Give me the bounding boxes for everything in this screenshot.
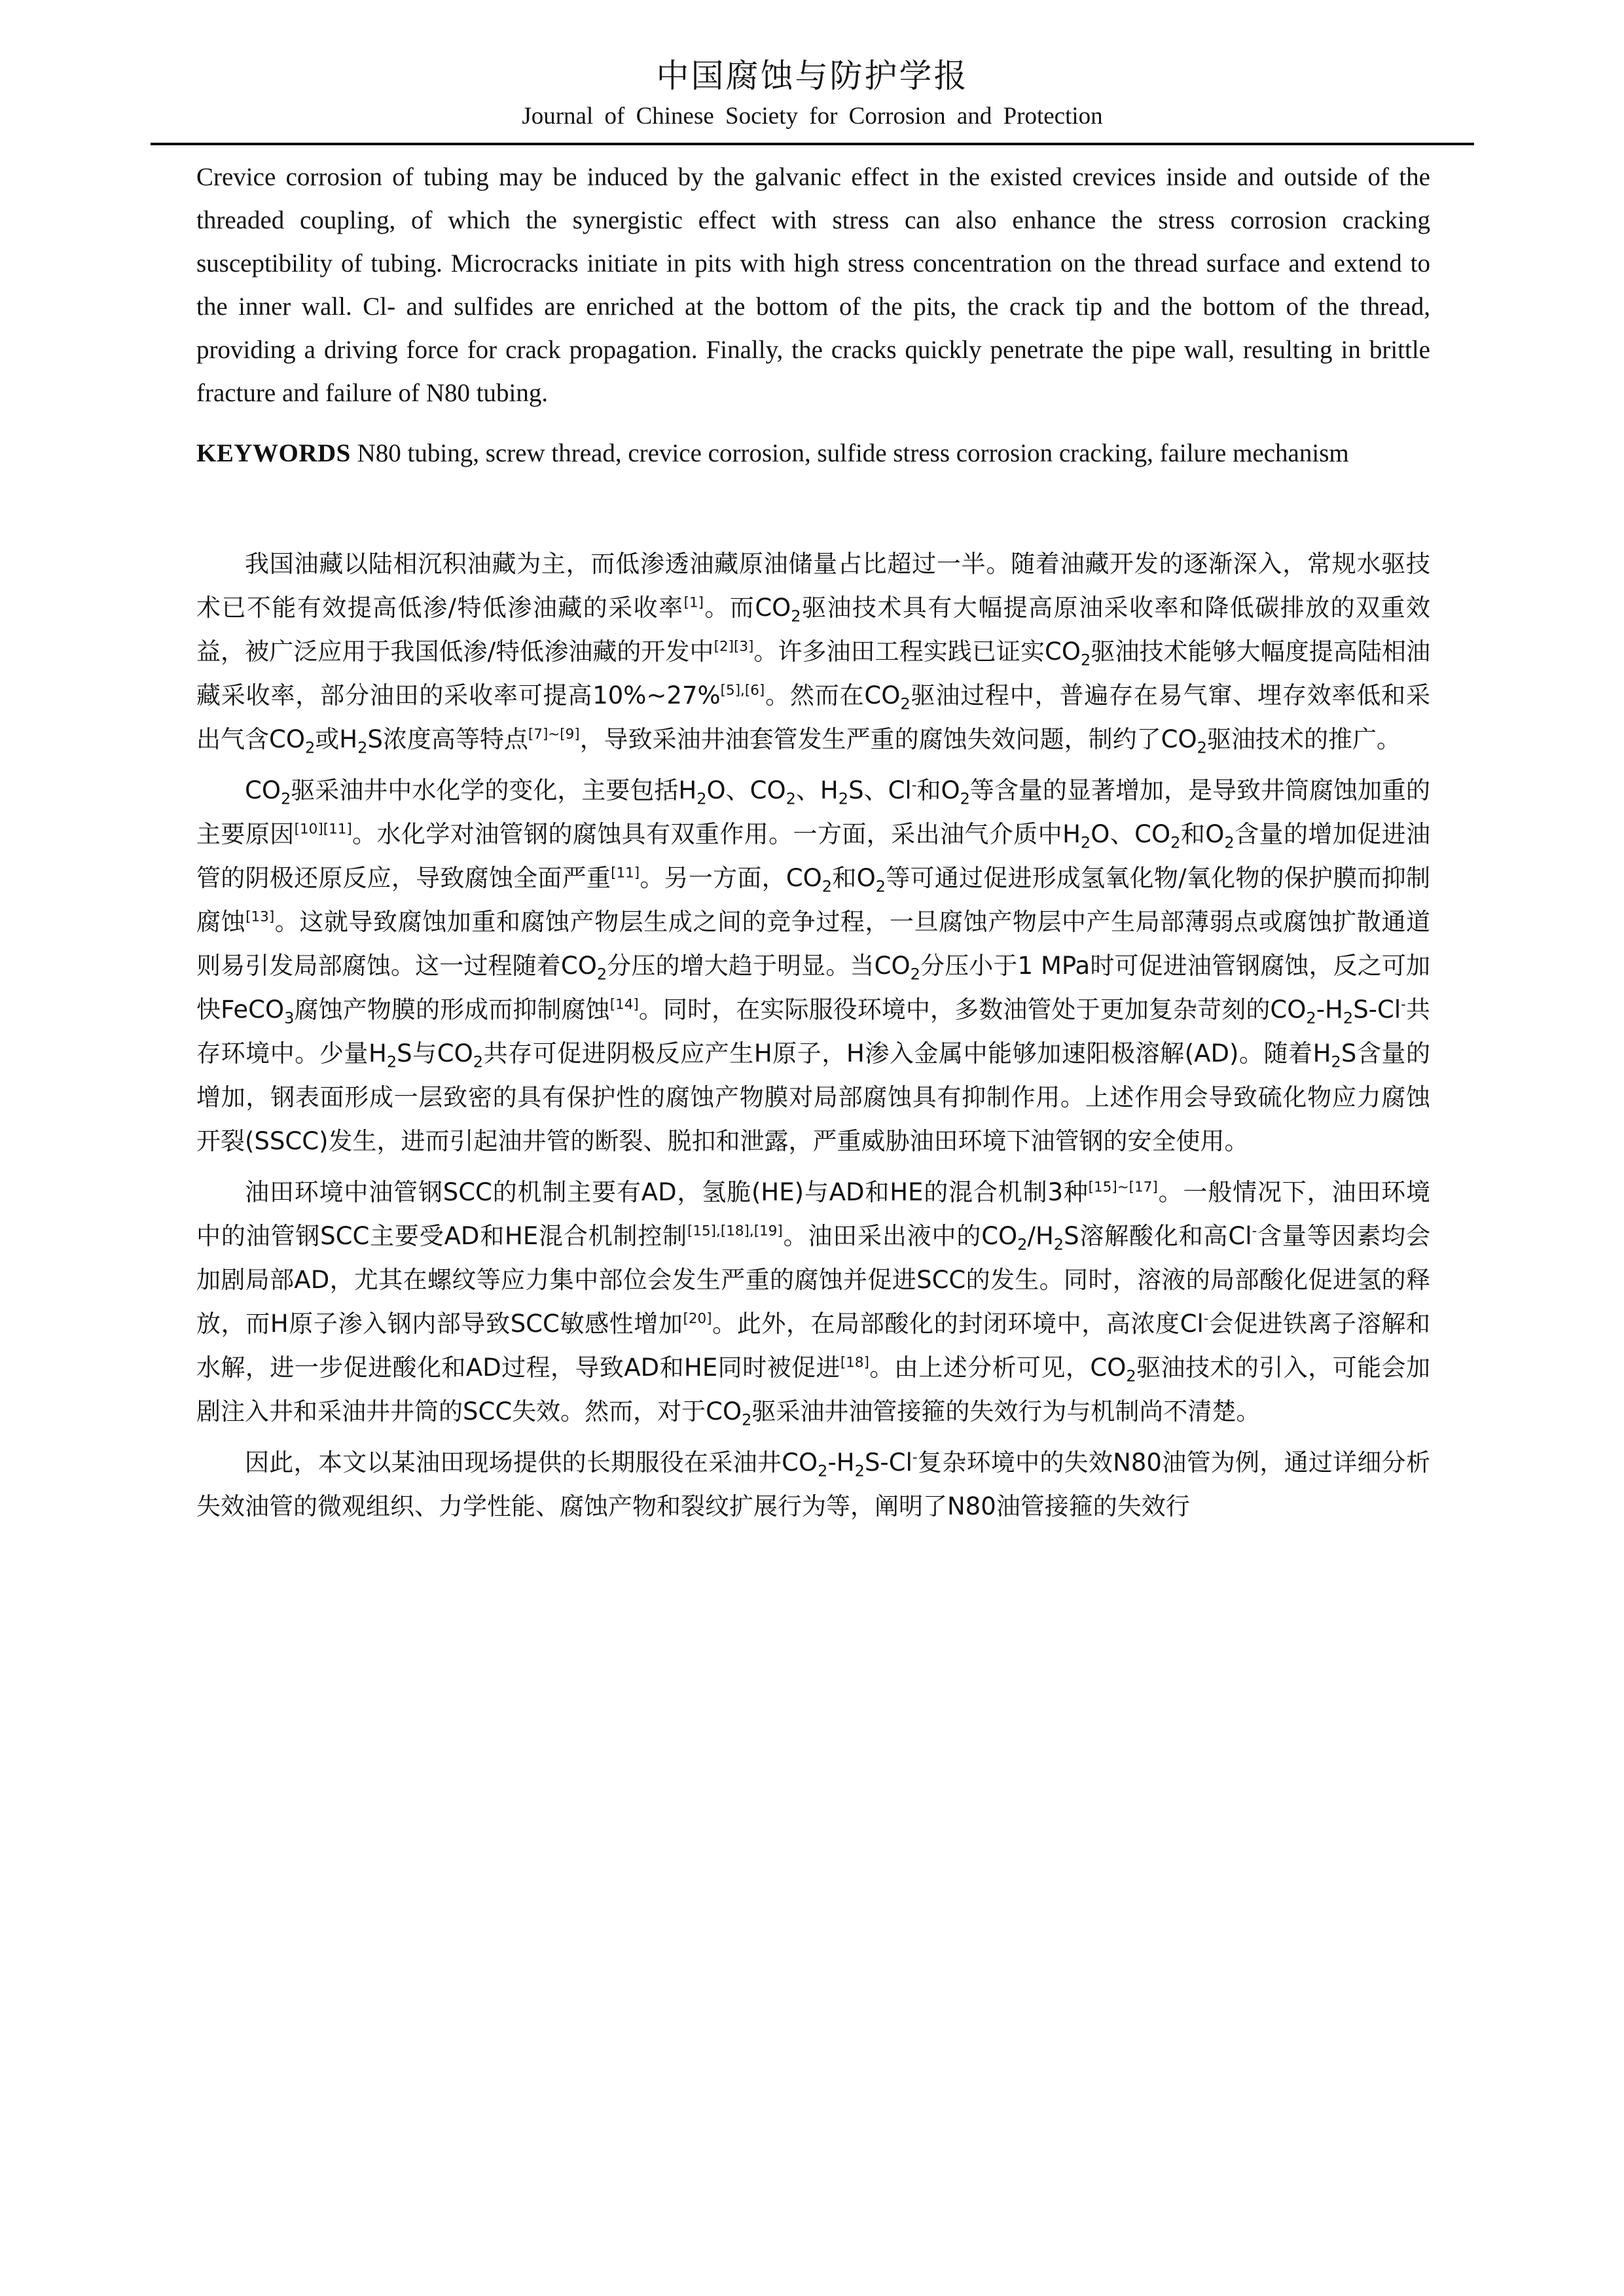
subscript: 2 xyxy=(821,877,833,896)
text-run: O、CO xyxy=(1091,820,1171,848)
subscript: 2 xyxy=(742,1410,752,1429)
text-run: 。此外，在局部酸化的封闭环境中，高浓度Cl xyxy=(712,1310,1204,1338)
subscript: 2 xyxy=(1170,833,1181,852)
subscript: 2 xyxy=(596,965,607,984)
text-run: 驱采油井中水化学的变化，主要包括H xyxy=(291,776,697,804)
text-run: 含量等因素均会加剧局部AD，尤其在螺纹等应力集中部位会发生严重的腐蚀并促进SCC的发生。同时，溶液的局部酸化促进氢的释放，而H原子渗入钢内部导致SCC敏感性增加 xyxy=(196,1222,1430,1338)
citation: [5],[6] xyxy=(720,682,765,699)
text-run: 分压小于1 MPa时可促进油管钢腐蚀，反之可加快FeCO xyxy=(196,952,1430,1024)
text-run: S溶解酸化和高Cl xyxy=(1064,1222,1252,1250)
citation: [2][3] xyxy=(713,638,754,655)
superscript: - xyxy=(1252,1223,1257,1240)
text-run: 或H xyxy=(315,725,358,753)
text-run: 。许多油田工程实践已证实CO xyxy=(753,637,1081,666)
subscript: 2 xyxy=(696,789,707,808)
subscript: 2 xyxy=(875,877,886,896)
text-run: 。由上述分析可见，CO xyxy=(869,1354,1127,1382)
keywords xyxy=(196,432,1430,475)
body-text xyxy=(196,542,1430,1535)
text-run: 。油田采出液中的CO xyxy=(782,1222,1018,1250)
citation: [18] xyxy=(840,1354,869,1371)
text-run: 和O xyxy=(1180,820,1225,848)
text-run: CO xyxy=(245,776,281,804)
paragraph-scc-mechanism xyxy=(196,1170,1430,1433)
subscript: 2 xyxy=(960,789,970,808)
subscript: 2 xyxy=(1080,651,1091,670)
citation: [20] xyxy=(683,1310,712,1327)
subscript: 2 xyxy=(1197,738,1207,757)
subscript: 2 xyxy=(386,1052,397,1071)
subscript: 2 xyxy=(838,789,849,808)
subscript: 2 xyxy=(854,1462,865,1480)
subscript: 2 xyxy=(818,1462,828,1480)
subscript: 2 xyxy=(357,738,368,757)
paragraph-water-chemistry xyxy=(196,768,1430,1163)
text-run: 共存可促进阴极反应产生H原子，H渗入金属中能够加速阳极溶解(AD)。随着H xyxy=(483,1039,1331,1067)
citation: [15],[18],[19] xyxy=(687,1223,783,1240)
superscript: - xyxy=(911,777,917,794)
text-run: 。同时，在实际服役环境中，多数油管处于更加复杂苛刻的CO xyxy=(638,996,1307,1024)
text-run: 。这就导致腐蚀加重和腐蚀产物层生成之间的竞争过程，一旦腐蚀产物层中产生局部薄弱点或腐蚀扩散通道则易引发局部腐蚀。这一过程随着CO xyxy=(196,908,1431,980)
text-run: S与CO xyxy=(397,1039,473,1067)
text-run: /H xyxy=(1027,1222,1054,1250)
text-run: 和O xyxy=(916,776,960,804)
subscript: 2 xyxy=(1343,1009,1354,1028)
text-run: S-Cl xyxy=(1353,996,1401,1024)
subscript: 2 xyxy=(473,1052,484,1071)
citation: [11] xyxy=(611,865,640,882)
text-run: -H xyxy=(1316,996,1343,1024)
text-run: 分压的增大趋于明显。当CO xyxy=(607,952,911,980)
text-run: 会促进铁离子溶解和水解，进一步促进酸化和AD过程，导致AD和HE同时被促进 xyxy=(196,1310,1431,1382)
text-run: 驱油技术具有大幅提高原油采收率和降低碳排放的双重效益，被广泛应用于我国低渗/特低渗油藏的开发中 xyxy=(196,594,1430,666)
citation: [1] xyxy=(683,594,704,611)
text-run: 驱油过程中，普遍存在易气窜、埋存效率低和采出气含CO xyxy=(196,681,1430,753)
subscript: 2 xyxy=(900,694,911,713)
citation: [15]~[17] xyxy=(1088,1179,1158,1196)
text-run: 。然而在CO xyxy=(765,681,901,709)
text-run: 因此，本文以某油田现场提供的长期服役在采油井CO xyxy=(245,1448,818,1477)
subscript: 2 xyxy=(304,738,316,757)
text-run: 共存环境中。少量H xyxy=(196,996,1430,1067)
text-run: ，导致采油井油套管发生严重的腐蚀失效问题，制约了CO xyxy=(579,725,1197,753)
superscript: - xyxy=(1401,996,1406,1013)
text-run: S浓度高等特点 xyxy=(367,725,528,753)
citation: [10][11] xyxy=(294,821,352,838)
text-run: S含量的增加，钢表面形成一层致密的具有保护性的腐蚀产物膜对局部腐蚀具有抑制作用。上述作用会导致硫化物应力腐蚀开裂(SSCC)发生，进而引起油井管的断裂、脱扣和泄露，严重威胁油田环境下油管钢的安全使用。 xyxy=(196,1039,1431,1155)
text-run: 。而CO xyxy=(703,594,791,622)
text-run: 、H xyxy=(795,776,839,804)
subscript: 2 xyxy=(1080,833,1091,852)
keywords-list: N80 tubing, screw thread, crevice corrosion, sulfide stress corrosion cracking, failure mechanism xyxy=(357,439,1349,467)
text-run: 和O xyxy=(832,864,876,892)
subscript: 2 xyxy=(1306,1009,1316,1028)
journal-title-english: Journal of Chinese Society for Corrosion and Protection xyxy=(522,103,1103,130)
citation: [7]~[9] xyxy=(528,726,580,743)
text-run: 油田环境中油管钢SCC的机制主要有AD，氢脆(HE)与AD和HE的混合机制3种 xyxy=(245,1178,1089,1206)
paragraph-study-aim xyxy=(196,1441,1430,1528)
subscript: 2 xyxy=(1053,1235,1064,1254)
header-rule xyxy=(151,143,1474,145)
abstract-text: Crevice corrosion of tubing may be induced by the galvanic effect in the existed crevices inside and outside of the threaded coupling, of which the synergistic effect with stress can also enhance the stress corrosion cracking susceptibility of tubing. Microcracks initiate in pits with high stress concentration on the thread surface and extend to the inner wall. Cl- and sulfides are enriched at the bottom of the pits, the crack tip and the bottom of the thread, providing a driving force for crack propagation. Finally, the cracks quickly penetrate the pipe wall, resulting in brittle fracture and failure of N80 tubing. xyxy=(196,163,1430,407)
subscript: 2 xyxy=(1126,1367,1136,1386)
text-run: -H xyxy=(827,1448,855,1477)
text-run: S-Cl xyxy=(864,1448,912,1477)
text-run: 我国油藏以陆相沉积油藏为主，而低渗透油藏原油储量占比超过一半。随着油藏开发的逐渐深入，常规水驱技术已不能有效提高低渗/特低渗油藏的采收率 xyxy=(196,550,1430,622)
journal-title-chinese: 中国腐蚀与防护学报 xyxy=(656,57,969,95)
citation: [13] xyxy=(245,908,275,925)
text-run: 驱油技术能够大幅度提高陆相油藏采收率，部分油田的采收率可提高10%~27% xyxy=(196,637,1431,709)
text-run: 驱油技术的推广。 xyxy=(1206,725,1401,753)
subscript: 2 xyxy=(1331,1052,1341,1071)
text-run: 。另一方面，CO xyxy=(640,864,822,892)
text-run: 。水化学对油管钢的腐蚀具有双重作用。一方面，采出油气介质中H xyxy=(352,820,1081,848)
text-run: 含量的增加促进油管的阴极还原反应，导致腐蚀全面严重 xyxy=(196,820,1430,892)
subscript: 2 xyxy=(785,789,796,808)
text-run: 驱油技术的引入，可能会加剧注入井和采油井井筒的SCC失效。然而，对于CO xyxy=(196,1354,1430,1426)
text-run: 腐蚀产物膜的形成而抑制腐蚀 xyxy=(294,996,610,1024)
text-run: 。一般情况下，油田环境中的油管钢SCC主要受AD和HE混合机制控制 xyxy=(196,1178,1430,1250)
subscript: 2 xyxy=(1017,1235,1028,1254)
subscript: 2 xyxy=(1224,833,1235,852)
text-run: O、CO xyxy=(706,776,786,804)
keywords-label: KEYWORDS xyxy=(196,439,351,467)
superscript: - xyxy=(1203,1310,1209,1327)
running-header xyxy=(151,54,1474,135)
subscript: 3 xyxy=(284,1009,295,1028)
subscript: 2 xyxy=(280,789,291,808)
citation: [14] xyxy=(609,996,639,1013)
text-run: 复杂环境中的失效N80油管为例，通过详细分析失效油管的微观组织、力学性能、腐蚀产物和裂纹扩展行为等，阐明了N80油管接箍的失效行 xyxy=(196,1448,1430,1520)
subscript: 2 xyxy=(910,965,920,984)
text-run: S、Cl xyxy=(848,776,912,804)
text-run: 驱采油井油管接箍的失效行为与机制尚不清楚。 xyxy=(751,1397,1261,1426)
text-run: 等含量的显著增加，是导致井筒腐蚀加重的主要原因 xyxy=(196,776,1431,848)
paragraph-intro xyxy=(196,542,1430,761)
superscript: - xyxy=(912,1449,918,1466)
subscript: 2 xyxy=(791,607,801,626)
text-run: 等可通过促进形成氢氧化物/氧化物的保护膜而抑制腐蚀 xyxy=(196,864,1431,936)
